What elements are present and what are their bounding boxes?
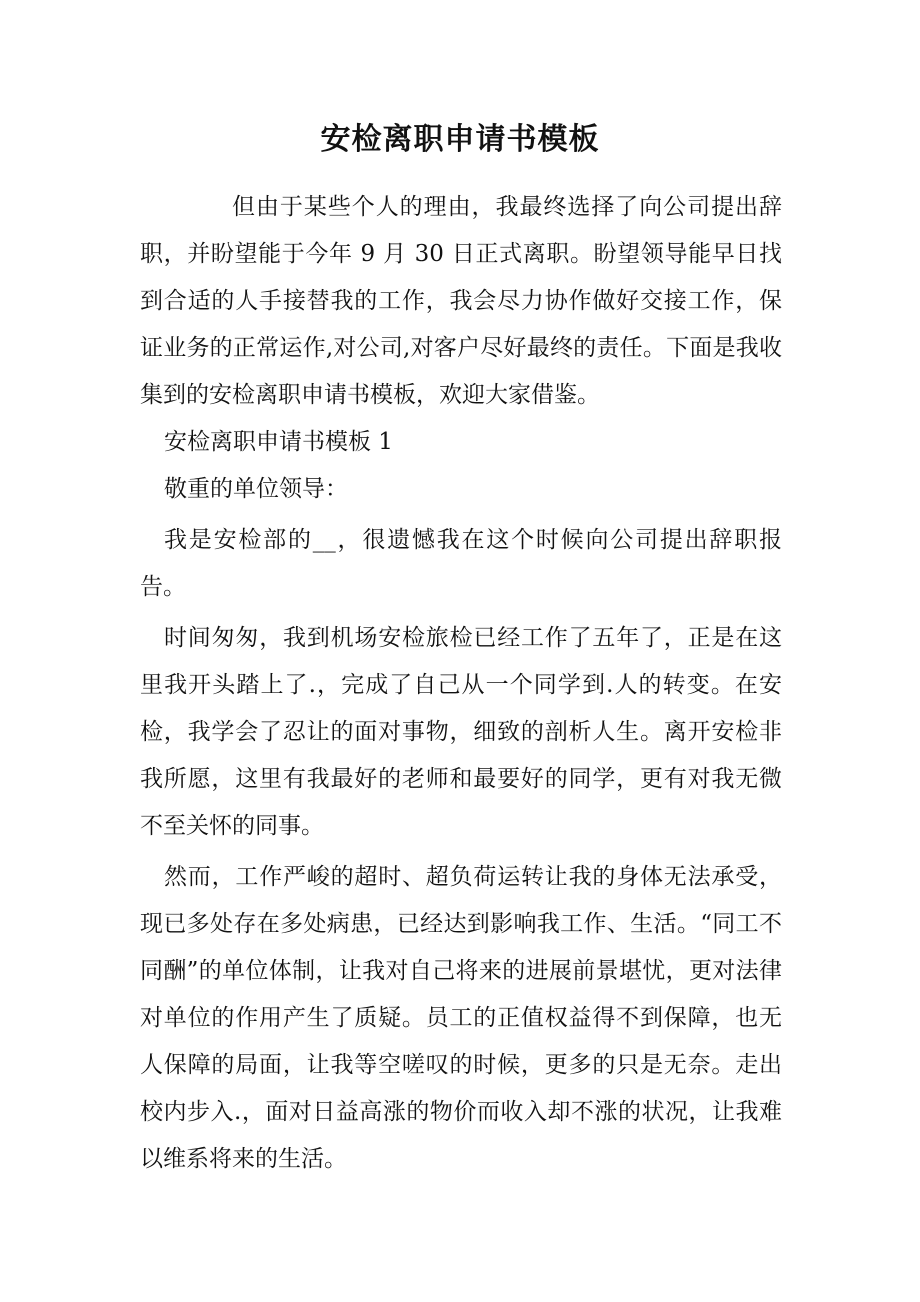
body-paragraph-3: 然而，工作严峻的超时、超负荷运转让我的身体无法承受，现已多处存在多处病患，已经达到影响我工作、生活。“同工不同酬”的单位体制，让我对自己将来的进展前景堪忧，更对法律对单位的作用产生了质疑。员工的正值权益得不到保障，也无人保障的局面，让我等空嗟叹的时候，更多的只是无奈。走出校内步入.，面对日益高涨的物价而收入却不涨的状况，让我难以维系将来的生活。 — [140, 864, 782, 1172]
intro-paragraph: 但由于某些个人的理由，我最终选择了向公司提出辞职，并盼望能于今年 9 月 30 日正式离职。盼望领导能早日找到合适的人手接替我的工作，我会尽力协作做好交接工作，保证业务的正常运作,对公司,对客户尽好最终的责任。下面是我收集到的安检离职申请书模板，欢迎大家借鉴。 — [140, 194, 782, 408]
document-title: 安检离职申请书模板 — [320, 122, 600, 157]
body-paragraph-2: 时间匆匆，我到机场安检旅检已经工作了五年了，正是在这里我开头踏上了.，完成了自己从一个同学到.人的转变。在安检，我学会了忍让的面对事物，细致的剖析人生。离开安检非我所愿，这里有我最好的老师和最要好的同学，更有对我无微不至关怀的同事。 — [140, 625, 782, 839]
document-body — [140, 184, 782, 1183]
template-heading: 安检离职申请书模板 1 — [164, 429, 393, 455]
body-paragraph-1: 我是安检部的__，很遗憾我在这个时候向公司提出辞职报告。 — [140, 527, 782, 600]
salutation: 敬重的单位领导： — [164, 476, 348, 502]
